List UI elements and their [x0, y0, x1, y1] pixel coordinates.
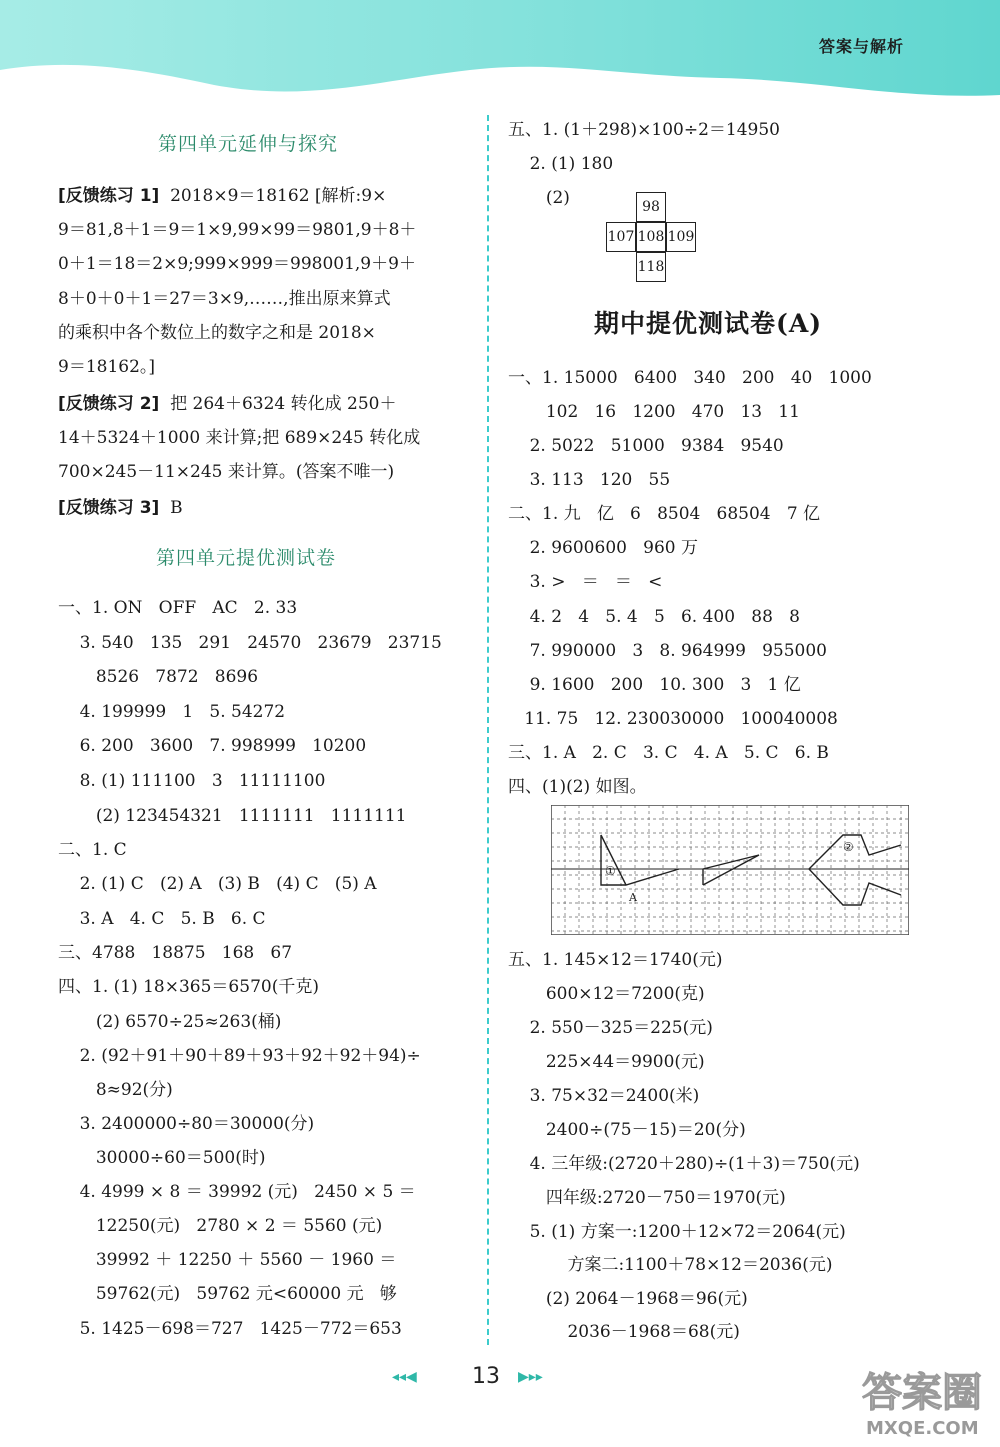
- answer-line: 三、1. A 2. C 3. C 4. A 5. C 6. B: [508, 743, 829, 763]
- answer-line: 12250(元) 2780 × 2 ＝ 5560 (元): [58, 1216, 383, 1236]
- answer-line: 3. A 4. C 5. B 6. C: [58, 909, 266, 929]
- answer-line: 5. (1) 方案一:1200＋12×72＝2064(元): [508, 1222, 846, 1242]
- figure-label-a: A: [629, 891, 637, 904]
- answer-line: 3. 2400000÷80＝30000(分): [58, 1114, 315, 1134]
- answer-line: 四年级:2720－750＝1970(元): [508, 1188, 786, 1208]
- text-line: 700×245－11×245 来计算。(答案不唯一): [58, 462, 395, 482]
- watermark-logo: 答案圈: [862, 1369, 982, 1416]
- answer-line: 2400÷(75－15)＝20(分): [508, 1120, 746, 1140]
- answer-line: 4. 4999 × 8 ＝ 39992 (元) 2450 × 5 ＝: [58, 1182, 416, 1202]
- answer-line: 2. (92＋91＋90＋89＋93＋92＋92＋94)÷: [58, 1046, 421, 1066]
- feedback-tag: [反馈练习 3]: [58, 498, 160, 518]
- answer-line: 二、1. C: [58, 840, 127, 860]
- answer-line: 3. > ＝ ＝ <: [508, 572, 663, 592]
- answer-line: 3. 113 120 55: [508, 470, 671, 490]
- feedback-2: [58, 392, 396, 416]
- answer-line: 3. 75×32＝2400(米): [508, 1086, 700, 1106]
- cross-cell-center: 108: [636, 222, 666, 252]
- cross-cell-bottom: 118: [636, 252, 666, 282]
- answer-line: 五、1. 145×12＝1740(元): [508, 950, 723, 970]
- watermark-site: MXQE.COM: [866, 1418, 979, 1439]
- column-divider: [487, 115, 489, 1345]
- answer-line: 8526 7872 8696: [58, 667, 259, 687]
- answer-line: 3. 540 135 291 24570 23679 23715: [58, 633, 442, 653]
- answer-line: 2. 9600600 960 万: [508, 538, 699, 558]
- page-number: 13: [472, 1364, 500, 1389]
- figure-label-1: ①: [605, 864, 616, 878]
- answer-line: 39992 ＋ 12250 ＋ 5560 － 1960 ＝: [58, 1250, 397, 1270]
- answer-line: 59762(元) 59762 元<60000 元 够: [58, 1284, 397, 1304]
- answer-line: 9. 1600 200 10. 300 3 1 亿: [508, 675, 801, 695]
- cross-cell-left: 107: [606, 222, 636, 252]
- answer-line: 6. 200 3600 7. 998999 10200: [58, 736, 367, 756]
- text-line: 9＝18162。]: [58, 357, 156, 377]
- text-line: 0＋1＝18＝2×9;999×999＝998001,9＋9＋: [58, 254, 416, 274]
- answer-line: 7. 990000 3 8. 964999 955000: [508, 641, 827, 661]
- answer-line: 方案二:1100＋78×12＝2036(元): [508, 1255, 833, 1275]
- answer-line: 一、1. ON OFF AC 2. 33: [58, 598, 298, 618]
- answer-line: 2036－1968＝68(元): [508, 1322, 740, 1342]
- answer-line: 2. 5022 51000 9384 9540: [508, 436, 784, 456]
- feedback-3: [58, 496, 183, 520]
- answer-line: 2. (1) C (2) A (3) B (4) C (5) A: [58, 874, 377, 894]
- answer-line: (2) 2064－1968＝96(元): [508, 1289, 748, 1309]
- exam-title: 期中提优测试卷(A): [594, 309, 823, 338]
- answer-line: (2) 6570÷25≈263(桶): [58, 1012, 282, 1032]
- header-title: 答案与解析: [818, 37, 904, 56]
- answer-line: 四、(1)(2) 如图。: [508, 777, 647, 797]
- prev-page-icon[interactable]: ◂◂◀: [392, 1369, 417, 1385]
- answer-line: 2. 550－325＝225(元): [508, 1018, 713, 1038]
- text-line: 2018×9＝18162 [解析:9×: [159, 186, 387, 206]
- answer-line: 五、1. (1＋298)×100÷2＝14950: [508, 120, 780, 140]
- answer-line: 5. 1425－698＝727 1425－772＝653: [58, 1319, 402, 1339]
- feedback-tag: [反馈练习 1]: [58, 186, 160, 206]
- answer-line: 2. (1) 180: [508, 154, 614, 174]
- answer-line: 8≈92(分): [58, 1080, 173, 1100]
- cross-cell-top: 98: [636, 192, 666, 222]
- answer-line: 4. 199999 1 5. 54272: [58, 702, 286, 722]
- answer-line: 4. 2 4 5. 4 5 6. 400 88 8: [508, 607, 800, 627]
- answer-line: 一、1. 15000 6400 340 200 40 1000: [508, 368, 872, 388]
- answer-line: 102 16 1200 470 13 11: [508, 402, 800, 422]
- text-line: 8＋0＋0＋1＝27＝3×9,……,推出原来算式: [58, 289, 391, 309]
- feedback-1: [58, 184, 386, 208]
- text-line: 9＝81,8＋1＝9＝1×9,99×99＝9801,9＋8＋: [58, 220, 417, 240]
- grid-figure: [551, 805, 909, 935]
- answer-line: 三、4788 18875 168 67: [58, 943, 293, 963]
- answer-line: (2) 123454321 1111111 1111111: [58, 806, 407, 826]
- feedback-tag: [反馈练习 2]: [58, 394, 160, 414]
- answer-line: 225×44＝9900(元): [508, 1052, 705, 1072]
- answer-line: 二、1. 九 亿 6 8504 68504 7 亿: [508, 504, 821, 524]
- answer-line: 四、1. (1) 18×365＝6570(千克): [58, 977, 319, 997]
- text-line: B: [159, 498, 183, 518]
- answer-line: 30000÷60＝500(时): [58, 1148, 266, 1168]
- answer-line: 8. (1) 111100 3 11111100: [58, 771, 326, 791]
- section-title: 第四单元提优测试卷: [156, 547, 337, 569]
- answer-line: 11. 75 12. 230030000 100040008: [508, 709, 838, 729]
- answer-line: 4. 三年级:(2720＋280)÷(1＋3)＝750(元): [508, 1154, 860, 1174]
- section-title: 第四单元延伸与探究: [158, 133, 339, 155]
- text-line: 14＋5324＋1000 来计算;把 689×245 转化成: [58, 428, 421, 448]
- figure-label-2: ②: [843, 840, 854, 854]
- next-page-icon[interactable]: ▶▸▸: [518, 1369, 543, 1385]
- cross-cell-right: 109: [666, 222, 696, 252]
- answer-line: (2): [508, 188, 570, 208]
- text-line: 的乘积中各个数位上的数字之和是 2018×: [58, 323, 376, 343]
- answer-line: 600×12＝7200(克): [508, 984, 705, 1004]
- text-line: 把 264＋6324 转化成 250＋: [159, 394, 397, 414]
